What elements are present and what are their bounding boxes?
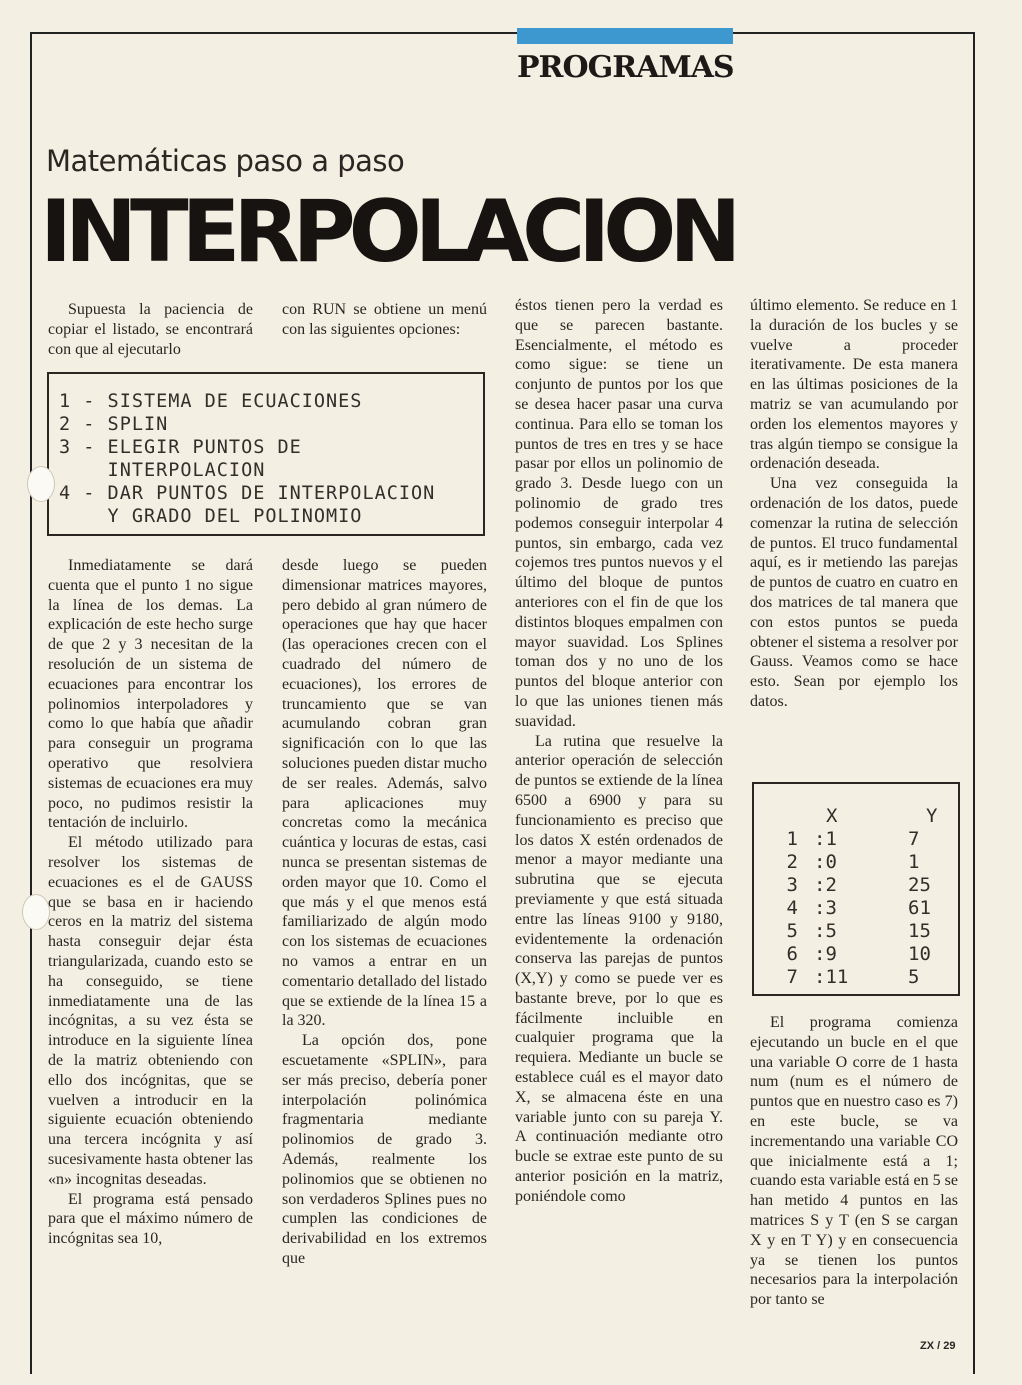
paragraph: Inmediatamente se dará cuenta que el punto 1 no sigue la línea de los demas. La explicación de este hecho surge de que 2 y 3 necesitan de la resolución de un sistema de ecuaciones para encontrar los polinomios interpoladores y como lo que había que añadir para conseguir un programa operativo que resolviera sistemas de ecuaciones era muy poco, no pudimos resistir la tentación de incluirlo.	[48, 557, 253, 832]
section-color-bar	[517, 28, 733, 44]
table-row	[754, 873, 958, 896]
paragraph: El método utilizado para resolver los sistemas de ecuaciones es el de GAUSS que se basa en ir haciendo ceros en la matriz del sistema hasta conseguir dejar ésta triangularizada, cuando esto se ha conseguido, se tiene inmediatamente una de las incógnitas, a su vez ésta se introduce en la siguiente línea de la matriz obteniendo con ello dos incógnitas, que se vuelven a introducir en la siguiente ecuación obteniendo una tercera incógnita y así sucesivamente hasta obtener las «n» incognitas deseadas.	[48, 834, 253, 1188]
table-row	[754, 896, 958, 919]
x-value: :0	[814, 850, 837, 873]
paragraph: último elemento. Se reduce en 1 la duración de los bucles y se vuelve a proceder iterativamente. De esta manera en las últimas posiciones de la matriz se van acumulando por orden los elementos mayores y tras algún tiempo se consigue la ordenación deseada.	[750, 297, 958, 473]
x-value: :3	[814, 896, 837, 919]
paragraph: La rutina que resuelve la anterior operación de selección de puntos se extiende de la línea 6500 a 6900 y para su funcionamiento es preciso que los datos X estén ordenados de menor a mayor mediante una subrutina que se ejecuta previamente y que está situada entre las líneas 9100 y 9180, evidentemente la ordenación conserva las parejas de puntos (X,Y) y como se puede ver es bastante breve, por lo que es fácilmente incluible en cualquier programa que la requiera. Mediante un bucle se establece cuál es el mayor dato X, se almacena éste en una variable junto con su pareja Y. A continuación mediante otro bucle se extrae este punto de su anterior posición en la matriz, poniéndole como	[515, 732, 723, 1205]
binder-hole	[22, 894, 50, 930]
data-points-table	[752, 782, 960, 996]
y-value: 1	[908, 850, 920, 873]
table-row	[754, 942, 958, 965]
paragraph: desde luego se pueden dimensionar matrices mayores, pero debido al gran número de operaciones que hay que hacer (las operaciones crecen con el cuadrado del número de ecuaciones), los errores de truncamiento que se van acumulando cobran gran significación con lo que las soluciones pueden distar mucho de ser reales. Además, salvo para aplicaciones muy concretas como la mecánica cuántica y locuras de estas, casi nunca se presentan sistemas de orden mayor que 10. Como el que más y el que menos está familiarizado de algún modo con los sistemas de ecuaciones no vamos a entrar en un comentario detallado del listado que se extiende de la línea 15 a la 320.	[282, 557, 487, 1030]
intro-column-1	[48, 300, 253, 359]
paragraph: con RUN se obtiene un menú con las siguientes opciones:	[282, 301, 487, 338]
row-index: 6	[786, 942, 798, 965]
paragraph: Supuesta la paciencia de copiar el listado, se encontrará con que al ejecutarlo	[48, 301, 253, 358]
menu-line: 3 - ELEGIR PUNTOS DE	[59, 437, 302, 458]
row-index: 2	[786, 850, 798, 873]
row-index: 4	[786, 896, 798, 919]
menu-line: 2 - SPLIN	[59, 414, 169, 435]
menu-line: Y GRADO DEL POLINOMIO	[59, 506, 363, 527]
menu-line: INTERPOLACION	[59, 460, 266, 481]
table-row	[754, 827, 958, 850]
y-value: 61	[908, 896, 931, 919]
paragraph: El programa comienza ejecutando un bucle en el que una variable O corre de 1 hasta num (num es el número de puntos que en nuestro caso es 7) en este bucle, se va incrementando una variable CO que inicialmente está a 1; cuando esta variable está en 5 se han metido 4 puntos en las matrices S y T (en S se cargan X y en T Y) y en consecuencia ya se tienen los puntos necesarios para la interpolación por tanto se	[750, 1014, 958, 1309]
y-value: 10	[908, 942, 931, 965]
section-title: PROGRAMAS	[517, 50, 734, 85]
menu-line: 1 - SISTEMA DE ECUACIONES	[59, 391, 363, 412]
table-header	[754, 804, 804, 827]
body-column-4-top	[750, 296, 958, 712]
body-column-2	[282, 556, 487, 1269]
table-row	[754, 850, 958, 873]
x-value: :11	[814, 965, 849, 988]
x-value: :2	[814, 873, 837, 896]
x-value: :1	[814, 827, 837, 850]
paragraph: La opción dos, pone escuetamente «SPLIN», para ser más preciso, debería poner interpolación polinómica fragmentaria mediante polinomios de grado 3. Además, realmente los polinomios que se obtienen no son verdaderos Splines pues no cumplen las condiciones de derivabilidad en los extremos que	[282, 1032, 487, 1267]
binder-hole	[27, 466, 55, 502]
x-value: :9	[814, 942, 837, 965]
row-index: 1	[786, 827, 798, 850]
program-menu-listing	[47, 372, 485, 536]
row-index: 5	[786, 919, 798, 942]
article-kicker: Matemáticas paso a paso	[46, 144, 405, 178]
page-number: ZX / 29	[920, 1340, 956, 1352]
body-column-4-bottom	[750, 1013, 958, 1310]
table-row	[754, 965, 958, 988]
y-value: 25	[908, 873, 931, 896]
body-column-1	[48, 556, 253, 1249]
intro-column-2	[282, 300, 487, 340]
row-index: 3	[786, 873, 798, 896]
row-index: 7	[786, 965, 798, 988]
y-value: 7	[908, 827, 920, 850]
body-column-3	[515, 296, 723, 1207]
points-table	[754, 804, 958, 988]
table-row	[754, 919, 958, 942]
y-value: 15	[908, 919, 931, 942]
menu-line: 4 - DAR PUNTOS DE INTERPOLACION	[59, 483, 436, 504]
table-header-x: X	[826, 804, 838, 827]
paragraph: Una vez conseguida la ordenación de los datos, puede comenzar la rutina de selección de puntos. El truco fundamental aquí, es ir metiendo las parejas de puntos de cuatro en cuatro en dos matrices de tal manera que con estos puntos se pueda obtener el sistema a resolver por Gauss. Veamos como se hace esto. Sean por ejemplo los datos.	[750, 475, 958, 710]
table-header-y: Y	[926, 804, 938, 827]
table-header-row	[754, 804, 958, 827]
paragraph: éstos tienen pero la verdad es que se parecen bastante. Esencialmente, el método es como sigue: se tiene un conjunto de puntos por los que se desea hacer pasar una curva continua. Para ello se toman los puntos de tres en tres y se hace pasar por ellos un polinomio de grado 3. Desde luego con un polinomio de grado tres podemos conseguir interpolar 4 puntos, sin embargo, cada vez cojemos tres puntos nuevos y el último del bloque de puntos anteriores con el fin de que los distintos bloques empalmen con mayor suavidad. Los Splines toman dos y no uno de los puntos del bloque anterior con lo que las uniones tienen más suavidad.	[515, 297, 723, 730]
x-value: :5	[814, 919, 837, 942]
article-title: INTERPOLACION	[40, 182, 735, 282]
y-value: 5	[908, 965, 920, 988]
paragraph: El programa está pensado para que el máximo número de incógnitas sea 10,	[48, 1190, 253, 1248]
